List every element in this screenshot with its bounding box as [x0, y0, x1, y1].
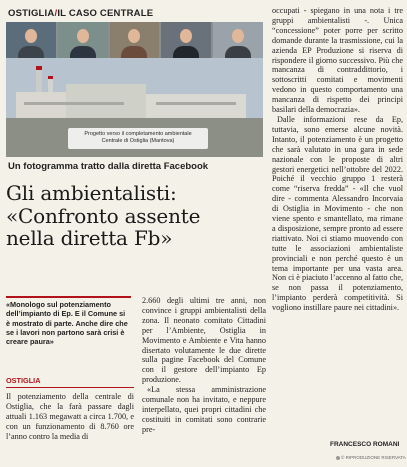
- kicker-section: OSTIGLIA: [8, 8, 55, 19]
- article-column-2: [142, 296, 266, 435]
- photo-overlay-line2: Centrale di Ostiglia (Mantova): [101, 138, 175, 144]
- video-tile: [110, 22, 160, 58]
- copyright-icon: [336, 456, 340, 460]
- article-paragraph: Il potenziamento della centrale di Ostiglia, che la farà passare dagli attuali 1.163 megawatt a circa 1.700, e con un funzionamento di 8.760 ore l’anno contro la media di: [6, 392, 134, 441]
- article-photo: [6, 22, 263, 157]
- video-call-strip: [6, 22, 263, 58]
- author-byline: FRANCESCO ROMANI: [330, 441, 400, 448]
- photo-caption: Un fotogramma tratto dalla diretta Facebook: [8, 161, 209, 172]
- article-paragraph: «La stessa amministrazione comunale non ha invitato, e neppure interpellato, quei propri cittadini che costituiti in comitati sono contrarie pre-: [142, 385, 266, 434]
- video-tile: [6, 22, 56, 58]
- headline-line: «Confronto assente: [6, 203, 201, 228]
- copyright-notice: [336, 455, 406, 460]
- pull-quote: «Monologo sul potenziamento dell’impianto di Ep. E il Comune si è mostrato di parte. Anche dire che se i lavori non partono sarà crisi è creare paura»: [6, 296, 131, 346]
- kicker-topic: IL CASO CENTRALE: [57, 8, 154, 19]
- article-column-1: [6, 392, 134, 442]
- headline: [6, 182, 268, 250]
- headline-line: Gli ambientalisti:: [6, 181, 177, 205]
- article-paragraph: Dalle informazioni rese da Ep, tuttavia, sono emerse alcune novità. Intanto, il potenziamento è un progetto che sarà valutato in una gara in sede nazionale con le proposte di altri gestori energetici nell’ottobre del 2022. Poiché il vecchio gruppo 1 resterà come “riserva fredda” - «Il che vuol dire - commenta Alessandro Incorvaia di Ostiglia in Movimento - che non viene spento e smantellato, ma rimane a disposizione, sempre pronto ad essere riattivato. Noi ci stiamo muovendo con tutte le associazioni ambientaliste provinciali e non perché questo è un tema importante per una vasta area. Non ci è piaciuto l’accenno al fatto che, se non passa il potenziamento, l’impianto perderà competitività. Si vogliono instillare paure nei cittadini».: [272, 114, 403, 313]
- kicker-separator: /: [54, 8, 58, 19]
- photo-overlay-title: [68, 128, 208, 149]
- dateline-rule: [6, 387, 134, 388]
- copyright-text: © RIPRODUZIONE RISERVATA: [341, 455, 406, 460]
- photo-overlay-line1: Progetto verso il completamento ambientale: [84, 131, 192, 137]
- dateline-location: OSTIGLIA: [6, 376, 41, 385]
- headline-line: nella diretta Fb»: [6, 226, 173, 250]
- video-tile: [161, 22, 211, 58]
- video-tile: [213, 22, 263, 58]
- section-kicker: [8, 8, 263, 19]
- article-paragraph: occupati - spiegano in una nota i tre gruppi ambientalisti -. Unica “concessione” poter porre per scritto domande durante la trasmissione, cui la azienda EP Produzione si riserva di rispondere il giorno successivo. Più che mancanza di contraddittorio, i sottoscritti comitati e movimenti vedono in questo comportamento una mancanza di rispetto dei principi basilari della democrazia».: [272, 6, 403, 115]
- article-column-3: [272, 6, 403, 313]
- video-tile: [58, 22, 108, 58]
- article-paragraph: 2.660 degli ultimi tre anni, non convince i gruppi ambientalisti della zona. Il neonato comitato Cittadini per l’Ambiente, Ostiglia in Movimento e Ambiente e Vita hanno disertato volutamente le due dirette sulla pagine Facebook del Comune con il gestore dell’impianto Ep produzione.: [142, 296, 266, 385]
